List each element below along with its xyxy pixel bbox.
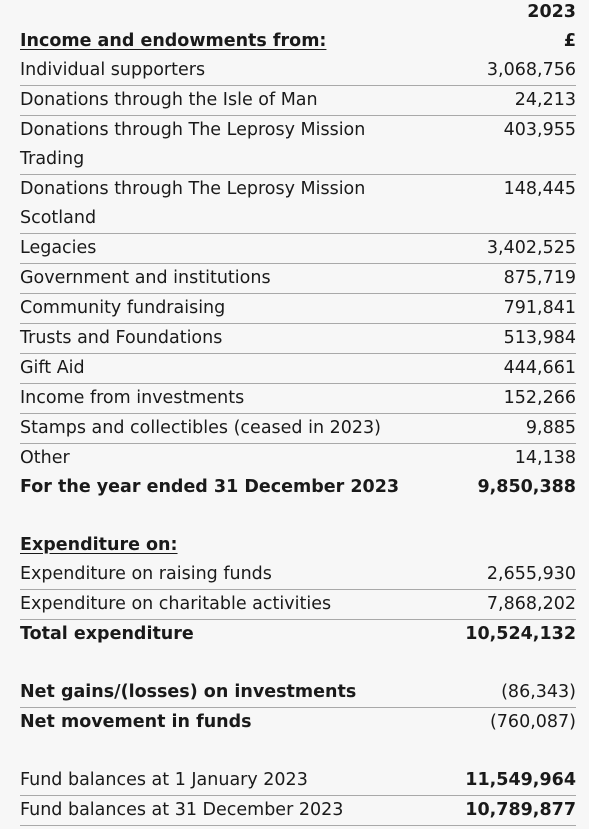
income-label: Government and institutions [20,268,271,288]
income-value: 444,661 [503,358,576,378]
income-row [20,116,576,175]
income-heading-row [20,27,576,56]
movement-label: Net movement in funds [20,712,252,732]
income-value: 3,068,756 [486,60,576,80]
income-label: Donations through The Leprosy Mission Scotland [20,179,366,228]
balance-row [20,766,576,796]
balance-value: 11,549,964 [465,770,576,790]
expenditure-heading: Expenditure on: [20,535,178,555]
movement-value: (86,343) [501,682,576,702]
income-label: Trusts and Foundations [20,328,223,348]
income-total-row [20,473,576,502]
section-spacer [20,649,576,678]
income-row [20,175,576,234]
expenditure-heading-row [20,531,576,560]
section-spacer [20,737,576,766]
income-row [20,444,576,473]
income-value: 3,402,525 [486,238,576,258]
income-label: Community fundraising [20,298,226,318]
balance-row [20,796,576,826]
income-value: 9,885 [525,418,576,438]
movement-label: Net gains/(losses) on investments [20,682,357,702]
income-total-label: For the year ended 31 December 2023 [20,477,400,497]
income-total-value: 9,850,388 [477,477,576,497]
income-value: 513,984 [503,328,576,348]
income-value: 875,719 [503,268,576,288]
income-label: Stamps and collectibles (ceased in 2023) [20,418,381,438]
income-label: Other [20,448,70,468]
income-value: 148,445 [503,179,576,199]
income-value: 24,213 [514,90,576,110]
section-spacer [20,502,576,531]
year-header-row [20,0,576,27]
income-label: Legacies [20,238,97,258]
financial-summary-table [20,0,576,826]
expenditure-value: 2,655,930 [486,564,576,584]
income-row [20,414,576,444]
income-heading: Income and endowments from: [20,31,327,51]
income-value: 14,138 [514,448,576,468]
movement-row [20,708,576,737]
expenditure-row [20,560,576,590]
balance-value: 10,789,877 [465,800,576,820]
year-header: 2023 [527,2,576,22]
expenditure-total-label: Total expenditure [20,624,194,644]
income-row [20,56,576,86]
income-row [20,264,576,294]
income-label: Income from investments [20,388,245,408]
income-value: 403,955 [503,120,576,140]
movement-row [20,678,576,708]
income-value: 152,266 [503,388,576,408]
balance-label: Fund balances at 1 January 2023 [20,770,308,790]
income-row [20,384,576,414]
expenditure-total-row [20,620,576,649]
currency-symbol: £ [563,31,576,51]
income-value: 791,841 [503,298,576,318]
income-label: Donations through The Leprosy Mission Trading [20,120,366,169]
income-label: Individual supporters [20,60,206,80]
expenditure-value: 7,868,202 [486,594,576,614]
expenditure-label: Expenditure on raising funds [20,564,272,584]
expenditure-label: Expenditure on charitable activities [20,594,332,614]
expenditure-total-value: 10,524,132 [465,624,576,644]
income-label: Donations through the Isle of Man [20,90,318,110]
movement-value: (760,087) [489,712,576,732]
expenditure-row [20,590,576,620]
income-row [20,324,576,354]
income-row [20,354,576,384]
balance-label: Fund balances at 31 December 2023 [20,800,344,820]
income-row [20,86,576,116]
income-row [20,234,576,264]
income-label: Gift Aid [20,358,85,378]
income-row [20,294,576,324]
